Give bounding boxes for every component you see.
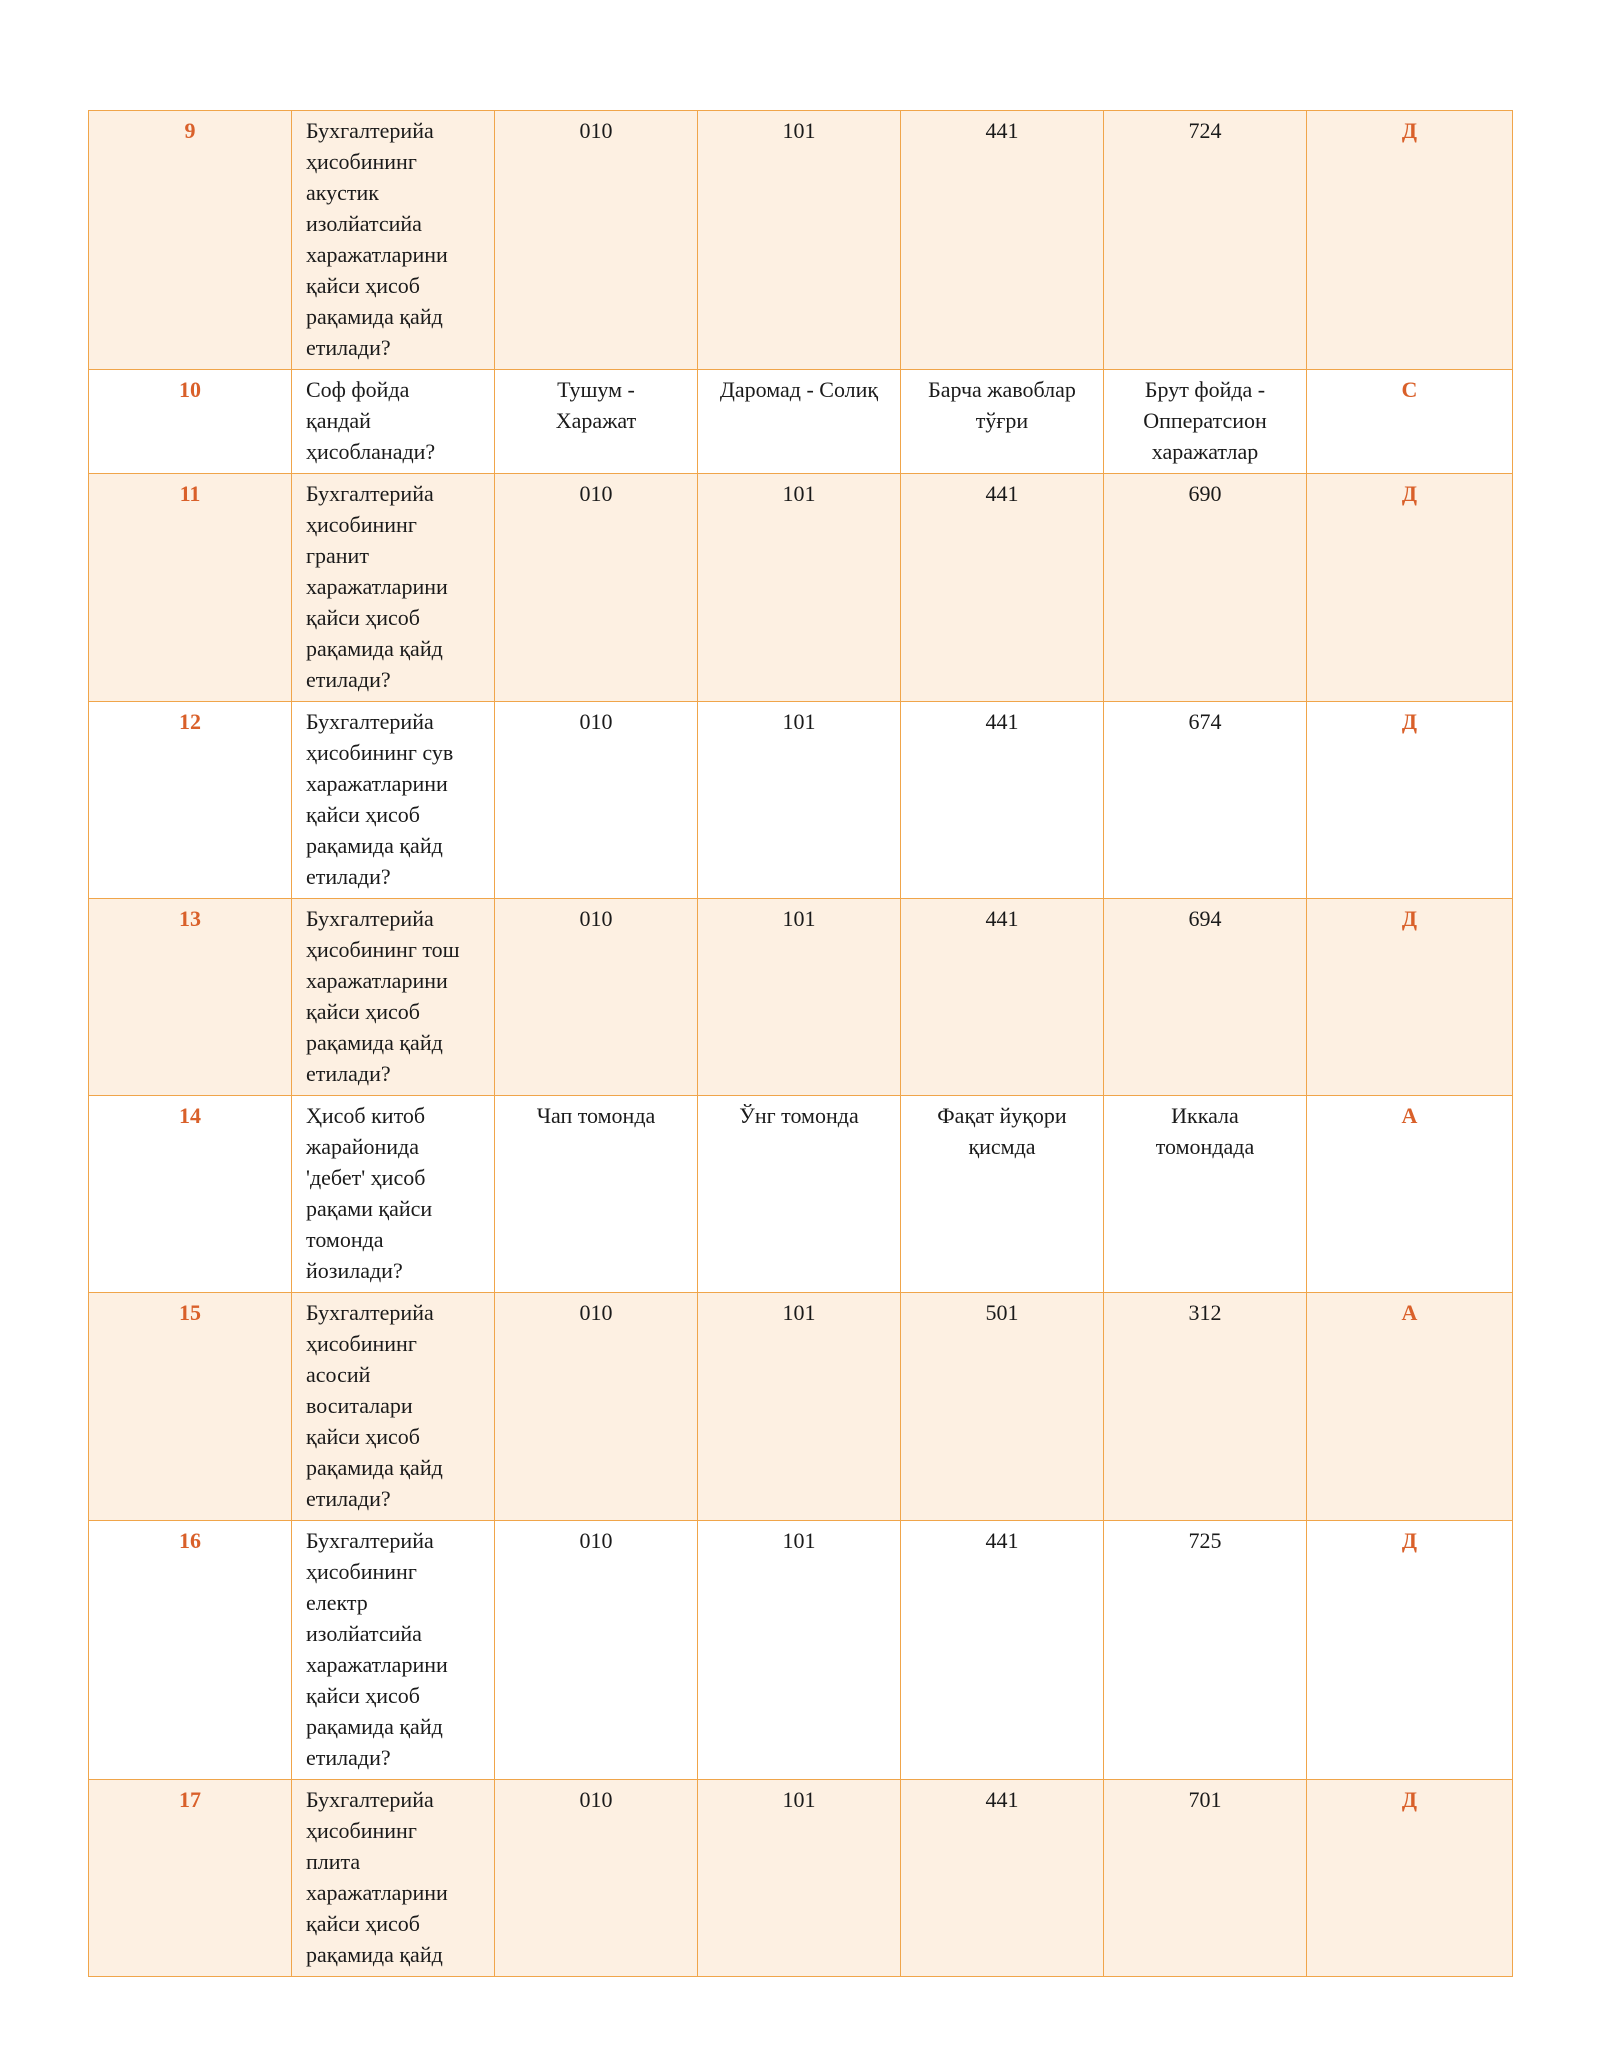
option-a: 010: [495, 1780, 698, 1977]
question-number: 9: [89, 111, 292, 370]
option-d: 312: [1104, 1293, 1307, 1521]
option-a: 010: [495, 1521, 698, 1780]
correct-answer: Д: [1307, 1521, 1513, 1780]
option-d: 690: [1104, 474, 1307, 702]
table-row: [89, 899, 1513, 1096]
option-c: Фақат йуқори қисмда: [901, 1096, 1104, 1293]
option-d: 725: [1104, 1521, 1307, 1780]
correct-answer: А: [1307, 1096, 1513, 1293]
table-row: [89, 370, 1513, 474]
quiz-table-body: [89, 111, 1513, 1977]
option-c: 441: [901, 899, 1104, 1096]
question-number: 12: [89, 702, 292, 899]
correct-answer: А: [1307, 1293, 1513, 1521]
table-row: [89, 1096, 1513, 1293]
option-c: 441: [901, 1780, 1104, 1977]
table-row: [89, 1780, 1513, 1977]
option-b: Ўнг томонда: [698, 1096, 901, 1293]
question-text: Бухгалтерийа ҳисобининг тош харажатларини қайси ҳисоб рақамида қайд етилади?: [292, 899, 495, 1096]
option-a: 010: [495, 111, 698, 370]
option-c: 441: [901, 1521, 1104, 1780]
option-d: 694: [1104, 899, 1307, 1096]
option-b: 101: [698, 1780, 901, 1977]
option-b: 101: [698, 111, 901, 370]
correct-answer: Д: [1307, 474, 1513, 702]
correct-answer: Д: [1307, 1780, 1513, 1977]
option-c: 441: [901, 474, 1104, 702]
table-row: [89, 474, 1513, 702]
option-b: 101: [698, 899, 901, 1096]
table-row: [89, 702, 1513, 899]
option-c: 441: [901, 702, 1104, 899]
option-a: 010: [495, 1293, 698, 1521]
option-d: 674: [1104, 702, 1307, 899]
question-number: 10: [89, 370, 292, 474]
option-c: 501: [901, 1293, 1104, 1521]
option-d: Иккала томондада: [1104, 1096, 1307, 1293]
question-number: 11: [89, 474, 292, 702]
option-d: 701: [1104, 1780, 1307, 1977]
option-a: 010: [495, 899, 698, 1096]
question-text: Ҳисоб китоб жарайонида 'дебет' ҳисоб рақами қайси томонда йозилади?: [292, 1096, 495, 1293]
question-number: 17: [89, 1780, 292, 1977]
option-d: 724: [1104, 111, 1307, 370]
option-b: 101: [698, 702, 901, 899]
correct-answer: Д: [1307, 702, 1513, 899]
question-text: Бухгалтерийа ҳисобининг асосий воситалари қайси ҳисоб рақамида қайд етилади?: [292, 1293, 495, 1521]
option-a: Тушум - Харажат: [495, 370, 698, 474]
option-c: 441: [901, 111, 1104, 370]
question-text: Бухгалтерийа ҳисобининг сув харажатларини қайси ҳисоб рақамида қайд етилади?: [292, 702, 495, 899]
question-text: Бухгалтерийа ҳисобининг плита харажатларини қайси ҳисоб рақамида қайд: [292, 1780, 495, 1977]
table-row: [89, 111, 1513, 370]
correct-answer: С: [1307, 370, 1513, 474]
option-a: 010: [495, 474, 698, 702]
question-text: Бухгалтерийа ҳисобининг гранит харажатларини қайси ҳисоб рақамида қайд етилади?: [292, 474, 495, 702]
question-text: Бухгалтерийа ҳисобининг електр изолйатсийа харажатларини қайси ҳисоб рақамида қайд етилади?: [292, 1521, 495, 1780]
table-row: [89, 1521, 1513, 1780]
table-row: [89, 1293, 1513, 1521]
question-number: 14: [89, 1096, 292, 1293]
question-text: Соф фойда қандай ҳисобланади?: [292, 370, 495, 474]
option-b: 101: [698, 1521, 901, 1780]
option-c: Барча жавоблар тўғри: [901, 370, 1104, 474]
question-text: Бухгалтерийа ҳисобининг акустик изолйатсийа харажатларини қайси ҳисоб рақамида қайд етилади?: [292, 111, 495, 370]
correct-answer: Д: [1307, 111, 1513, 370]
option-b: Даромад - Солиқ: [698, 370, 901, 474]
question-number: 15: [89, 1293, 292, 1521]
option-d: Брут фойда - Опператсион харажатлар: [1104, 370, 1307, 474]
correct-answer: Д: [1307, 899, 1513, 1096]
option-a: Чап томонда: [495, 1096, 698, 1293]
option-a: 010: [495, 702, 698, 899]
option-b: 101: [698, 1293, 901, 1521]
question-number: 13: [89, 899, 292, 1096]
quiz-table: [88, 110, 1513, 1977]
option-b: 101: [698, 474, 901, 702]
question-number: 16: [89, 1521, 292, 1780]
